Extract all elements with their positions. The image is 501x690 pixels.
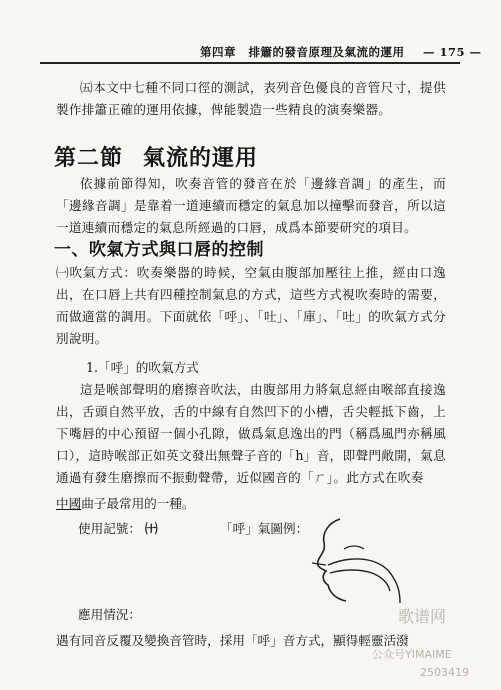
palate-line bbox=[328, 559, 394, 579]
subsection-title: 一、吹氣方式與口唇的控制 bbox=[54, 240, 264, 260]
usage-mark-symbol: ㈩ bbox=[144, 521, 158, 536]
item-last-line-rest: 曲子最常用的一種。 bbox=[81, 496, 195, 511]
mouth-profile-diagram bbox=[300, 515, 420, 605]
air-flow-arrow bbox=[312, 563, 326, 565]
diagram-label: 「呼」氣圖例： bbox=[220, 521, 309, 536]
item-title: 1.「呼」的吹氣方式 bbox=[86, 360, 199, 375]
item-last-line-lead: 中國 bbox=[56, 496, 82, 511]
throat-line bbox=[394, 579, 400, 603]
usage-situation-label: 應用情況： bbox=[78, 607, 141, 622]
watermark-account: 公众号YIMAIME bbox=[372, 648, 452, 661]
intro-paragraph: ㈤本文中七種不同口徑的測試，表列音色優良的音管尺寸，提供製作排簫正確的運用依據，俾能製造一些精良的演奏樂器。 bbox=[56, 80, 446, 117]
watermark-number: 2503419 bbox=[420, 666, 469, 679]
section-name: 氣流的運用 bbox=[143, 145, 259, 171]
usage-situation-text: 遇有同音反覆及變換音管時，採用「呼」音方式，顯得輕靈活潑 bbox=[56, 633, 409, 648]
tongue-line bbox=[330, 570, 390, 591]
usage-mark bbox=[78, 518, 158, 537]
nose-line bbox=[344, 546, 364, 549]
section-title bbox=[54, 141, 258, 172]
page-number: — 175 — bbox=[423, 45, 482, 59]
header-rule bbox=[40, 62, 460, 64]
watermark-site: 歌谱网 bbox=[398, 607, 447, 626]
running-header bbox=[200, 44, 482, 60]
chapter-title: 排簫的發音原理及氣流的運用 bbox=[248, 45, 405, 59]
item-last-line bbox=[56, 493, 195, 512]
item-paragraph: 這是喉部聲明的磨擦音吹法，由腹部用力將氣息經由喉部直接逸出，舌頭自然平放，舌的中線有自然凹下的小槽，舌尖輕抵下齒，上下嘴唇的中心預留一個小孔隙，做爲氣息逸出的門（稱爲風門亦稱風口），這時喉部正如英文發出無聲子音的「h」音，即聲門敞開，氣息通過有發生磨擦而不振動聲帶，近似國音的「ㄏ」。此方式在吹奏 bbox=[56, 382, 446, 485]
section-number: 第二節 bbox=[54, 145, 124, 171]
usage-mark-label: 使用記號： bbox=[78, 521, 141, 536]
subsection-paragraph: ㈠吹氣方式：吹奏樂器的時候，空氣由腹部加壓往上推，經由口逸出，在口唇上共有四種控制氣息的方式，這些方式視吹奏時的需要，而做適當的調用。下面就依「呼」、「吐」、「庫」、「吐」的吹氣方式分別說明。 bbox=[56, 265, 446, 346]
chapter-number: 第四章 bbox=[200, 45, 236, 59]
section-paragraph: 依據前節得知，吹奏音管的發音在於「邊緣音調」的產生，而「邊緣音調」是靠着一道連續而穩定的氣息加以撞擊而發音，所以這一道連續而穩定的氣息所經過的口唇，成爲本節要研究的項目。 bbox=[56, 176, 446, 235]
